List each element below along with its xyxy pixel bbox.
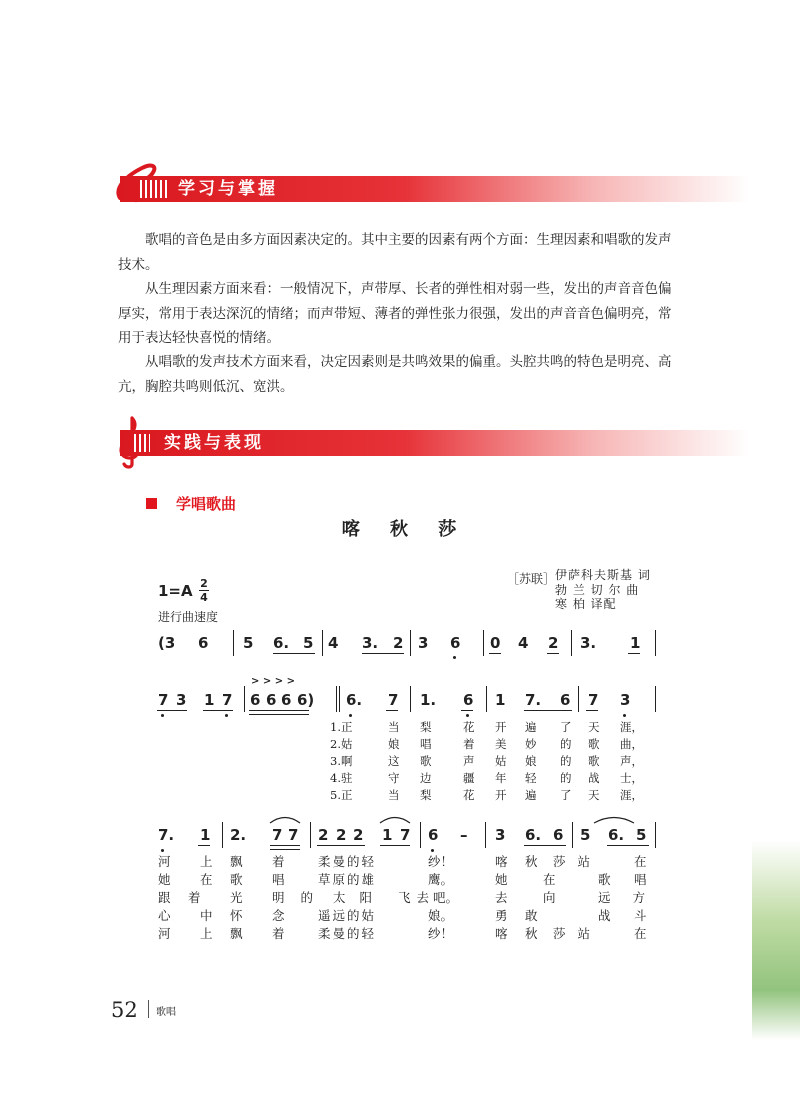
decorative-edge-image	[752, 840, 800, 1040]
note: 3	[176, 691, 187, 709]
note: 6.	[346, 691, 363, 709]
note: 2	[318, 826, 329, 844]
red-square-icon	[146, 498, 157, 509]
underline	[547, 653, 559, 654]
verse-row: 5.正 当 梨 花 开 遍 了 天 涯，	[330, 788, 643, 802]
note: 7	[400, 826, 411, 844]
underline	[157, 710, 187, 711]
low-octave-dot	[466, 714, 469, 717]
note: 7.	[158, 826, 175, 844]
barline	[244, 686, 245, 712]
verse-row: 1.正 当 梨 花 开 遍 了 天 涯，	[330, 720, 643, 734]
underline	[524, 710, 572, 711]
note: 7	[158, 691, 169, 709]
note: 4	[328, 634, 339, 652]
note: 6	[198, 634, 209, 652]
note: 5	[636, 826, 647, 844]
note: 1	[495, 691, 506, 709]
barline	[485, 822, 486, 848]
note: 6.	[608, 826, 625, 844]
note: (3	[158, 634, 176, 652]
note: 3.	[362, 634, 379, 652]
note: 0	[490, 634, 501, 652]
note: 6	[463, 691, 474, 709]
barline	[410, 630, 411, 656]
note: 3	[418, 634, 429, 652]
note: 7	[288, 826, 299, 844]
note: 7.	[525, 691, 542, 709]
barline	[483, 630, 484, 656]
underline	[249, 714, 309, 715]
underline	[607, 845, 649, 846]
underline	[198, 845, 210, 846]
note: 6	[450, 634, 461, 652]
note: 1.	[420, 691, 437, 709]
barline	[222, 822, 223, 848]
slur-icon	[268, 814, 302, 824]
low-octave-dot	[623, 714, 626, 717]
note: 1	[382, 826, 393, 844]
slur-icon	[378, 814, 412, 824]
low-octave-dot	[161, 714, 164, 717]
barline	[571, 630, 572, 656]
note: 3	[495, 826, 506, 844]
song-origin: ［苏联］	[507, 572, 556, 586]
practice-section-title: 实践与表现	[164, 433, 264, 453]
note: 6	[428, 826, 439, 844]
time-signature-bottom: 4	[200, 591, 208, 604]
underline	[628, 653, 640, 654]
note: 6	[250, 691, 261, 709]
note: 5	[580, 826, 591, 844]
tempo-marking: 进行曲速度	[158, 610, 219, 624]
note: 6.	[525, 826, 542, 844]
verse-row: 河 上 飘 着 柔曼的轻 纱！ 喀 秋 莎站 在	[158, 926, 647, 941]
low-octave-dot	[453, 656, 456, 659]
verse-row: 心 中 怀 念 遥远的姑 娘。 勇 敢 战 斗	[158, 908, 651, 923]
note: 2	[336, 826, 347, 844]
note: 7	[388, 691, 399, 709]
note: 1	[200, 826, 211, 844]
note: 1	[204, 691, 215, 709]
note: 5	[303, 634, 314, 652]
verse-row: 河 上 飘 着 柔曼的轻 纱！ 喀 秋 莎站 在	[158, 854, 647, 869]
note: 6)	[297, 691, 315, 709]
underline	[249, 710, 309, 711]
composer-credit: 勃 兰 切 尔 曲	[555, 582, 640, 597]
underline	[270, 845, 300, 846]
footer-label: 歌唱	[156, 1007, 176, 1018]
note: 6	[553, 826, 564, 844]
verse-row: 2.姑 娘 唱 着 美 妙 的 歌 曲，	[330, 737, 643, 751]
verse-row: 3.啊 这 歌 声 姑 娘 的 歌 声，	[330, 754, 643, 768]
barline	[420, 822, 421, 848]
banner-stripes	[134, 434, 150, 452]
time-signature-top: 2	[200, 577, 208, 590]
underline	[317, 845, 365, 846]
practice-section-banner	[120, 430, 750, 456]
paragraph-3: 从唱歌的发声技术方面来看，决定因素则是共鸣效果的偏重。头腔共鸣的特色是明亮、高亢，胸腔共鸣则低沉、宽洪。	[118, 354, 672, 395]
barline	[336, 686, 337, 712]
low-octave-dot	[349, 714, 352, 717]
song-title: 喀 秋 莎	[341, 519, 469, 540]
note: 2	[353, 826, 364, 844]
translator-credit: 寒 柏 译配	[555, 597, 617, 611]
barline	[655, 630, 656, 656]
underline	[270, 849, 300, 850]
barline	[572, 822, 573, 848]
barline	[322, 630, 323, 656]
underline	[586, 710, 598, 711]
barline	[655, 686, 656, 712]
note: 5	[243, 634, 254, 652]
note: 6	[266, 691, 277, 709]
note: 2	[393, 634, 404, 652]
underline	[461, 710, 473, 711]
note: –	[460, 826, 468, 844]
credit-names	[555, 568, 685, 612]
underline	[386, 710, 398, 711]
accent-marks: > > > >	[251, 676, 295, 687]
low-octave-dot	[225, 714, 228, 717]
underline	[489, 653, 501, 654]
lyricist-credit: 伊萨科夫斯基 词	[555, 568, 651, 582]
note: 6	[281, 691, 292, 709]
learn-section-title: 学习与掌握	[178, 179, 278, 199]
note: 6	[560, 691, 571, 709]
barline	[233, 630, 234, 656]
note: 4	[518, 634, 529, 652]
underline	[273, 653, 315, 654]
key-signature: 1=A	[158, 582, 193, 600]
footer-divider	[148, 1000, 149, 1018]
verse-row: 4.驻 守 边 疆 年 轻 的 战 士，	[330, 771, 643, 785]
verse-row: 跟 着 光 明的 太阳 飞去 吧。 去 向 远方	[158, 890, 668, 905]
subsection-title: 学唱歌曲	[176, 495, 237, 513]
barline	[486, 686, 487, 712]
barline	[310, 822, 311, 848]
barline	[655, 822, 656, 848]
note: 2	[548, 634, 559, 652]
barline	[339, 686, 340, 712]
slur-icon	[592, 814, 636, 824]
note: 2.	[230, 826, 247, 844]
note: 7	[222, 691, 233, 709]
paragraph-2: 从生理因素方面来看：一般情况下，声带厚、长者的弹性相对弱一些，发出的声音音色偏厚实，常用于表达深沉的情绪；而声带短、薄者的弹性张力很强，发出的声音音色偏明亮，常用于表达轻快喜悦的情绪。	[118, 281, 672, 346]
note: 7	[272, 826, 283, 844]
barline	[410, 686, 411, 712]
underline	[203, 710, 233, 711]
barline	[578, 686, 579, 712]
banner-stripes	[140, 180, 170, 198]
underline	[524, 845, 566, 846]
note: 3	[620, 691, 631, 709]
paragraph-1: 歌唱的音色是由多方面因素决定的。其中主要的因素有两个方面：生理因素和唱歌的发声技术。	[118, 232, 672, 273]
underline	[380, 845, 410, 846]
note: 7	[588, 691, 599, 709]
note: 3.	[580, 634, 597, 652]
page-number: 52	[111, 998, 138, 1022]
time-signature	[199, 578, 209, 603]
underline	[362, 653, 404, 654]
note: 6.	[273, 634, 290, 652]
verse-row: 她 在 歌 唱 草原的雄 鹰。 她 在 歌 唱	[158, 872, 647, 887]
learn-section-banner	[120, 176, 750, 202]
note: 1	[630, 634, 641, 652]
